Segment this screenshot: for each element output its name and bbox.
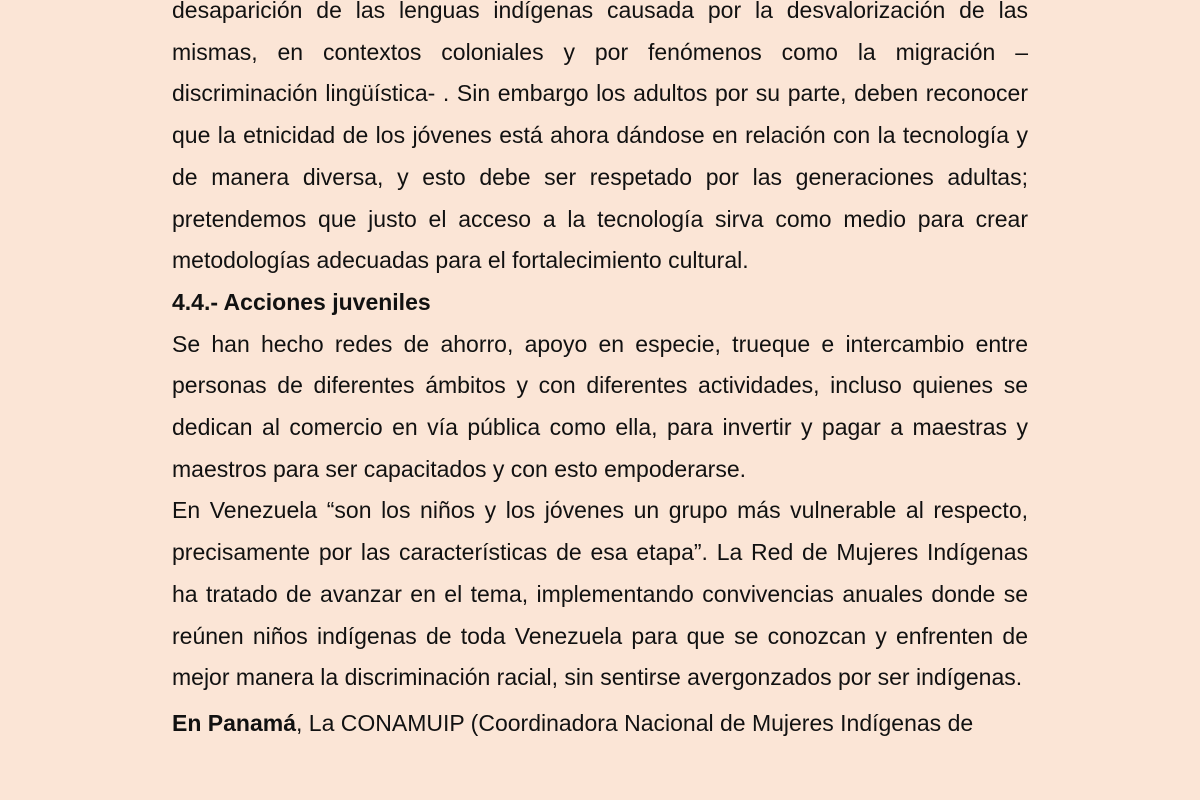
section-heading-acciones-juveniles: 4.4.- Acciones juveniles — [172, 288, 431, 315]
panama-bold-lead: En Panamá — [172, 709, 296, 736]
paragraph-redes-de-ahorro: Se han hecho redes de ahorro, apoyo en especie, trueque e intercambio entre personas de diferentes ámbitos y con diferentes actividades, incluso quienes se dedican al comercio en vía pública como ella, para invertir y pagar a maestras y maestros para ser capacitados y con esto empoderarse. — [172, 330, 1028, 482]
paragraph-venezuela: En Venezuela “son los niños y los jóvenes un grupo más vulnerable al respecto, precisamente por las características de esa etapa”. La Red de Mujeres Indígenas ha tratado de avanzar en el tema, implementando convivencias anuales donde se reúnen niños indígenas de toda Venezuela para que se conozcan y enfrenten de mejor manera la discriminación racial, sin sentirse avergonzados por ser indígenas. — [172, 497, 1028, 691]
panama-text: , La CONAMUIP (Coordinadora Nacional de Mujeres Indígenas de — [296, 709, 974, 736]
paragraph-lenguas-indigenas: desaparición de las lenguas indígenas causada por la desvalorización de las mismas, en contextos coloniales y por fenómenos como la migración –discriminación lingüística- . Sin embargo los adultos por su parte, deben reconocer que la etnicidad de los jóvenes está ahora dándose en relación con la tecnología y de manera diversa, y esto debe ser respetado por las generaciones adultas; pretendemos que justo el acceso a la tecnología sirva como medio para crear metodologías adecuadas para el fortalecimiento cultural. — [172, 0, 1028, 274]
paragraph-panama — [172, 703, 1028, 745]
document-body — [172, 0, 1028, 745]
